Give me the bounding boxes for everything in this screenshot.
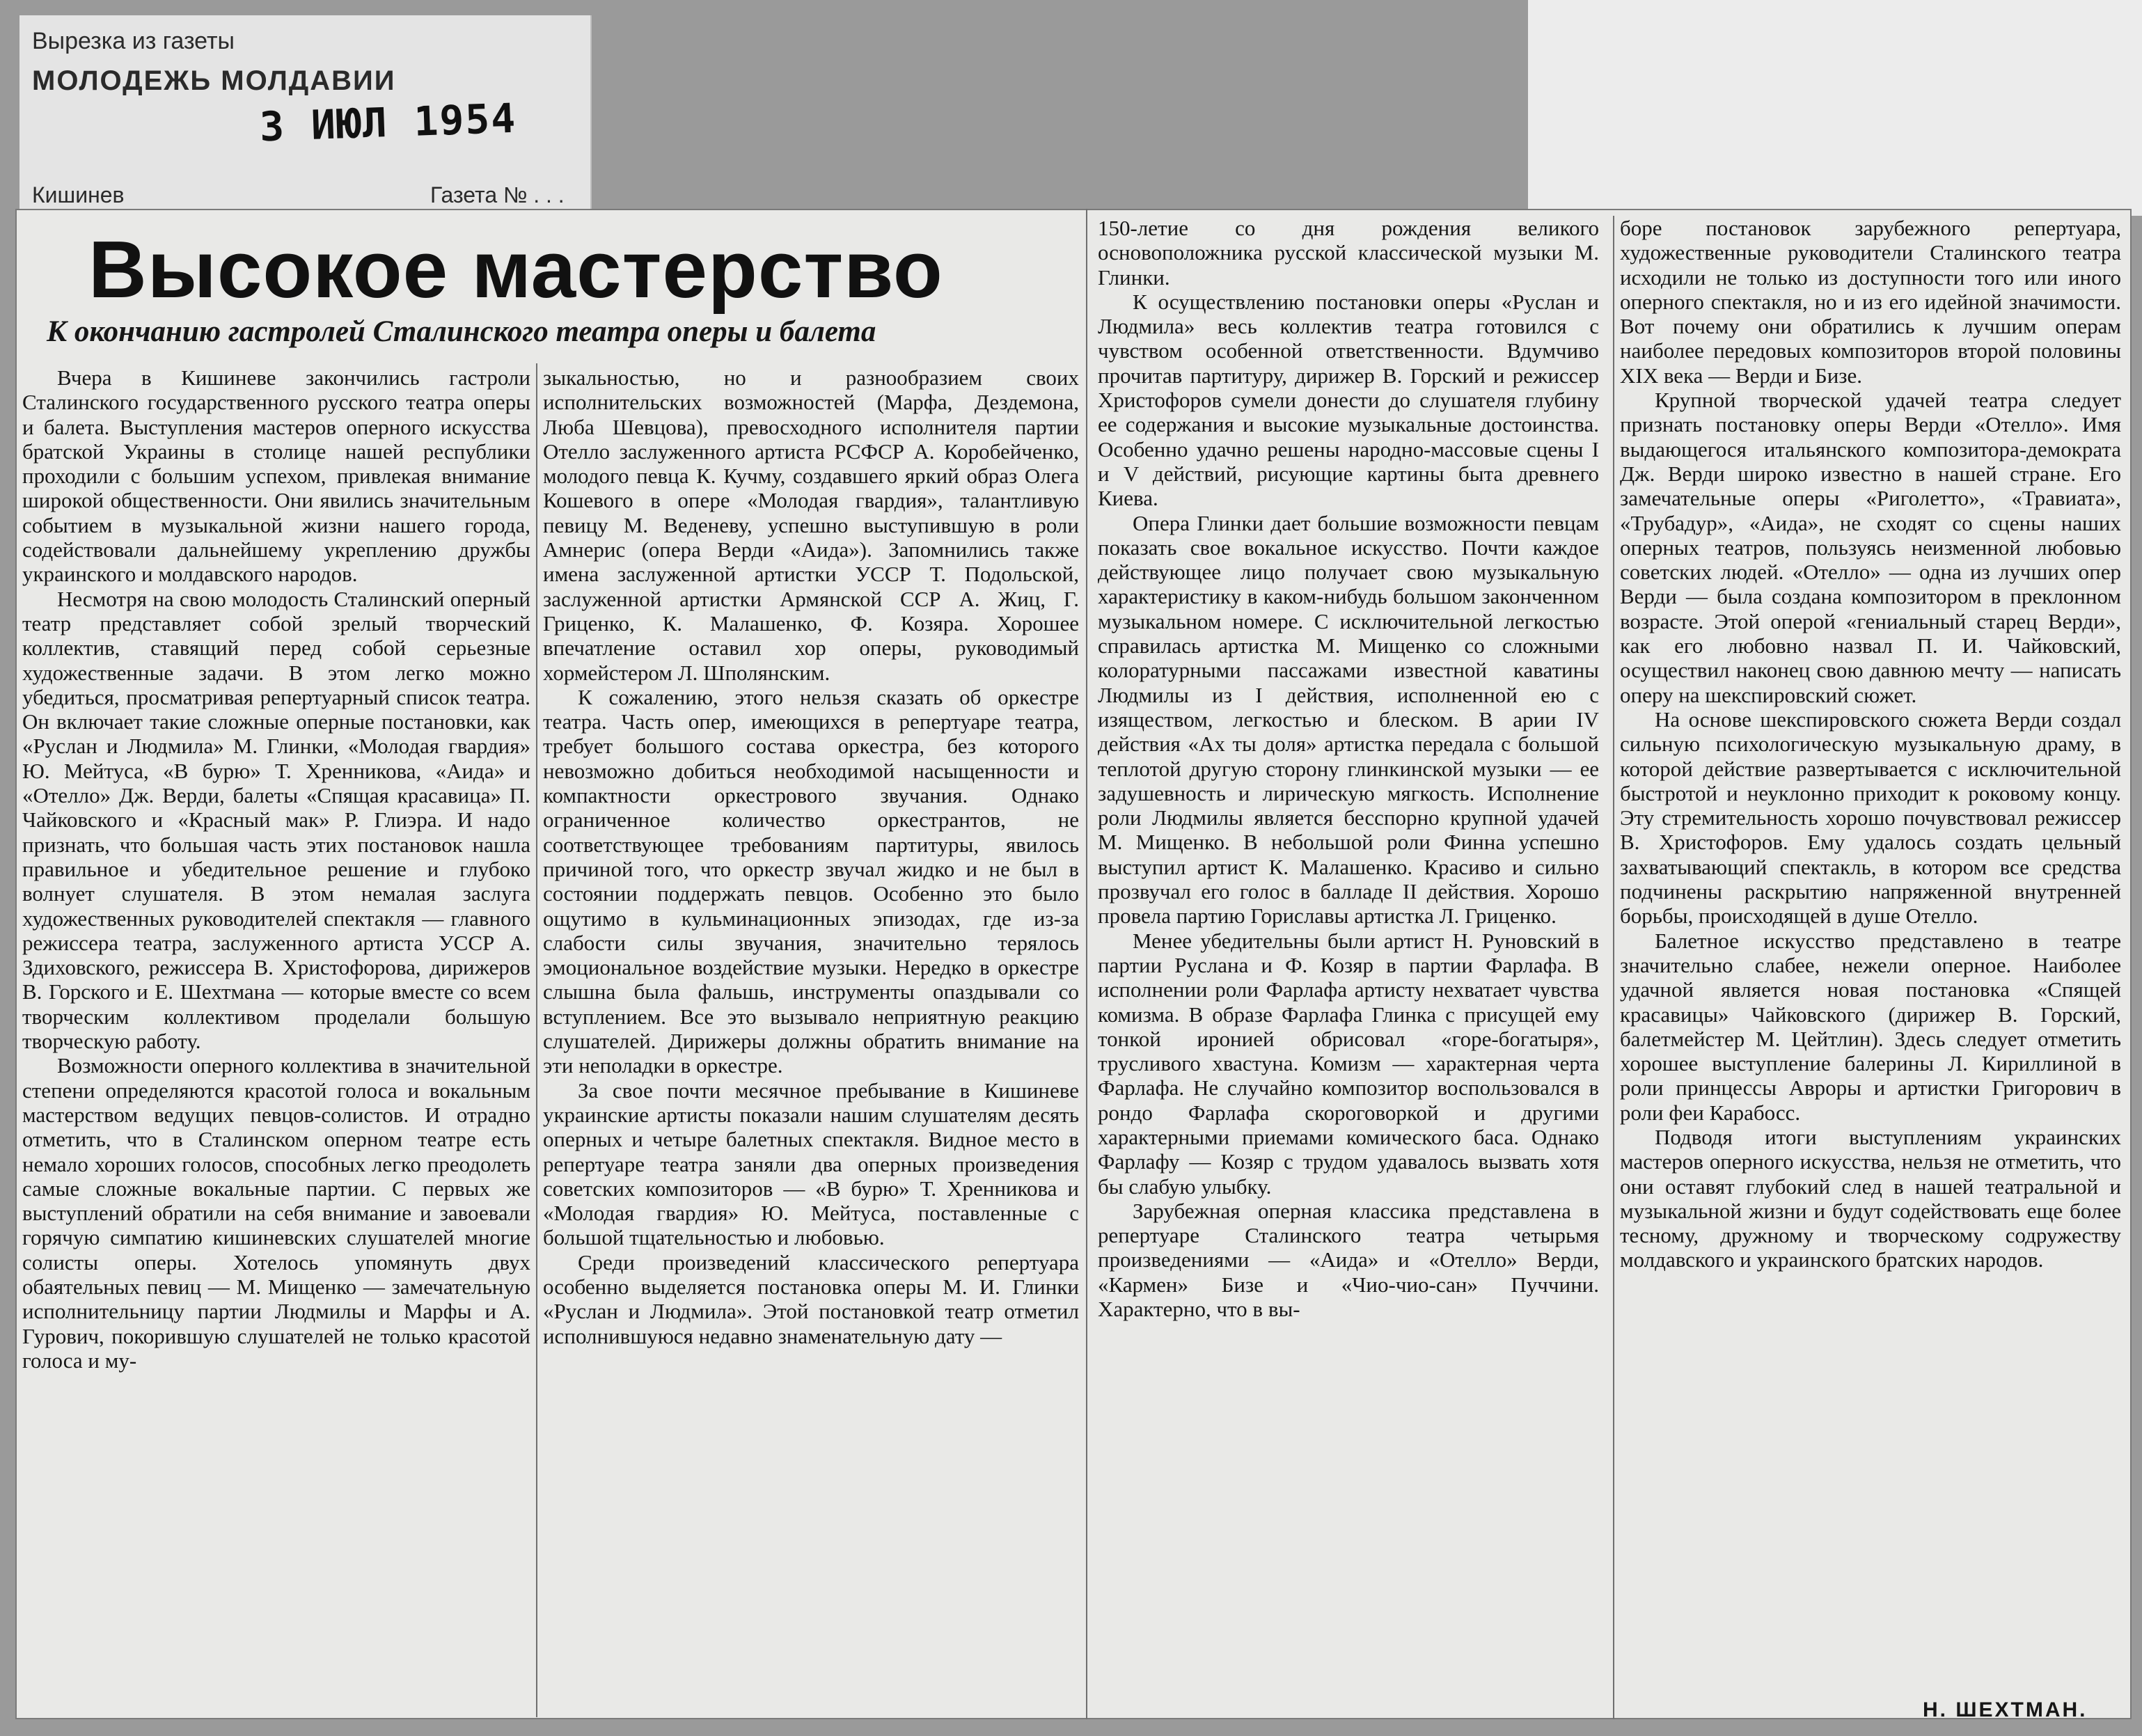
paragraph: зыкальностью, но и разнообразием своих исполнительских возможностей (Марфа, Дездемона, Люба Шевцова), превосходного исполнителя партии Отелло заслуженного артиста РСФСР А. Коробейченко, молодого певца К. Кучму, создавшего яркий образ Олега Кошевого в опере «Молодая гвардия», талантливую певицу М. Веденеву, успешно выступившую в роли Амнерис (опера Верди «Аида»). Запомнились также имена заслуженной артистки УССР Т. Подольской, заслуженной артистки Армянской ССР А. Жиц, Г. Гриценко, К. Малашенко, Ф. Козяра. Хорошее впечатление оставил хор оперы, руководимый хормейстером Л. Шполянским.	[543, 365, 1079, 685]
slip-city: Кишинев	[32, 182, 125, 207]
paragraph: Возможности оперного коллектива в значительной степени определяются красотой голоса и вокальным мастерством ведущих певцов-солистов. И отрадно отметить, что в Сталинском оперном театре есть немало хороших голосов, способных легко преодолеть самые сложные вокальные партии. С первых же выступлений обратили на себя внимание и завоевали горячую симпатию кишиневских слушателей многие солисты оперы. Хотелось упомянуть двух обаятельных певиц — М. Мищенко — замечательную исполнительницу партии Людмилы и Марфы и А. Гурович, покорившую слушателей не только красотой голоса и му-	[22, 1053, 530, 1373]
paragraph: Менее убедительны были артист Н. Руновский в партии Руслана и Ф. Козяр в партии Фарлафа. В исполнении роли Фарлафа артисту нехватает чувства комизма. В образе Фарлафа Глинка с присущей ему тонкой иронией обрисовал «горе-богатыря», трусливого хвастуна. Комизм — характерная черта Фарлафа. Не случайно композитор воспользовался в рондо Фарлафа скороговоркой и другими характерными приемами комического баса. Однако Фарлафу — Козяр с трудом удавалось вызвать хотя бы слабую улыбку.	[1098, 928, 1599, 1199]
slip-number: Газета № . . .	[430, 182, 565, 207]
paragraph: Вчера в Кишиневе закончились гастроли Сталинского государственного русского театра оперы и балета. Выступления мастеров оперного искусства братской Украины в столице нашей республики проходили с большим успехом, привлекая внимание широкой общественности. Они явились значительным событием в музыкальной жизни нашего города, содействовали дальнейшему укреплению дружбы украинского и молдавского народов.	[22, 365, 530, 587]
paragraph: Несмотря на свою молодость Сталинский оперный театр представляет собой зрелый творческий коллектив, ставящий перед собой серьезные художественные задачи. В этом легко можно убедиться, просматривая репертуарный список театра. Он включает такие сложные оперные постановки, как «Руслан и Людмила» М. Глинки, «Молодая гвардия» Ю. Мейтуса, «В бурю» Т. Хренникова, «Аида» и «Отелло» Дж. Верди, балеты «Спящая красавица» П. Чайковского и «Красный мак» Р. Глиэра. И надо признать, что большая часть этих постановок нашла правильное и убедительное решение и глубоко волнует слушателя. В этом немалая заслуга художественных руководителей спектакля — главного режиссера театра, заслуженного артиста УССР А. Здиховского, режиссера В. Христофорова, дирижеров В. Горского и Е. Шехтмана — которые вместе со всем творческим коллективом проделали большую творческую работу.	[22, 586, 530, 1054]
paragraph: На основе шекспировского сюжета Верди создал сильную психологическую музыкальную драму, в которой действие развертывается с исключительной быстротой и неуклонно приходит к роковому концу. Эту стремительность хорошо почувствовал режиссер В. Христофоров. Ему удалось создать цельный захватывающий спектакль, в котором все средства подчинены раскрытию напряженной внутренней борьбы, происходящей в душе Отелло.	[1620, 707, 2121, 929]
column-divider	[536, 363, 537, 1717]
slip-newspaper-name: МОЛОДЕЖЬ МОЛДАВИИ	[32, 65, 396, 96]
paragraph: Подводя итоги выступлениям украинских мастеров оперного искусства, нельзя не отметить, что они оставят глубокий след в нашей театральной и музыкальной жизни и будут содействовать еще более тесному, дружному и творческому содружеству молдавского и украинского братских народов.	[1620, 1124, 2121, 1272]
paragraph: Опера Глинки дает большие возможности певцам показать свое вокальное искусство. Почти каждое действующее лицо получает свою музыкальную характеристику в каком-нибудь большом законченном музыкальном номере. С исключительной легкостью справилась артистка М. Мищенко со сложными колоратурными пассажами известной каватины Людмилы из I действия, исполненной ею с изяществом, легкостью и блеском. В арии IV действия «Ах ты доля» артистка передала с большой теплотой другую сторону глинкинской музыки — ее задушевность и лирическую мягкость. Исполнение роли Людмилы является бесспорно крупной удачей М. Мищенко. В небольшой роли Финна успешно выступил артист К. Малашенко. Красиво и сильно прозвучал его голос в балладе II действия. Хорошо провела партию Гориславы артистка Л. Гриценко.	[1098, 510, 1599, 929]
column-divider	[1086, 209, 1087, 1719]
article-title: Высокое мастерство	[88, 224, 943, 315]
article-column-3	[1098, 216, 1599, 1712]
article-column-2	[543, 365, 1079, 1719]
paragraph: боре постановок зарубежного репертуара, художественные руководители Сталинского театра исходили не только из доступности того или иного оперного спектакля, но и из его идейной значимости. Вот почему они обратились к лучшим операм наиболее передовых композиторов второй половины XIX века — Верди и Бизе.	[1620, 216, 2121, 388]
date-stamp: 3 ИЮЛ 1954	[258, 94, 518, 151]
background-strip	[1528, 0, 2142, 216]
paragraph: К осуществлению постановки оперы «Руслан и Людмила» весь коллектив театра готовился с чувством особенной ответственности. Вдумчиво прочитав партитуру, дирижер В. Горский и режиссер Христофоров сумели донести до слушателя глубину ее содержания и высокие музыкальные достоинства. Особенно удачно решены народно-массовые сцены I и V действий, рисующие картины быта древнего Киева.	[1098, 289, 1599, 511]
article-subtitle: К окончанию гастролей Сталинского театра оперы и балета	[47, 315, 876, 348]
author-signature: Н. ШЕХТМАН.	[1923, 1698, 2088, 1721]
article-column-1	[22, 365, 530, 1719]
paragraph: К сожалению, этого нельзя сказать об оркестре театра. Часть опер, имеющихся в репертуаре театра, требует большого состава оркестра, без которого невозможно добиться необходимой насыщенности и компактности оркестрового звучания. Однако ограниченное количество оркестрантов, не соответствующее требованиям партитуры, явилось причиной того, что оркестр звучал жидко и не был в состоянии поддержать певцов. Особенно это было ощутимо в кульминационных эпизодах, где из-за слабости силы звучания, значительно терялось эмоциональное воздействие музыки. Нередко в оркестре слышна была фальшь, инструменты опаздывали со вступлением. Все это вызывало неприятную реакцию слушателей. Дирижеры должны обратить внимание на эти неполадки в оркестре.	[543, 684, 1079, 1078]
paragraph: Зарубежная оперная классика представлена в репертуаре Сталинского театра четырьмя произведениями — «Аида» и «Отелло» Верди, «Кармен» Бизе и «Чио-чио-сан» Пуччини. Характерно, что в вы-	[1098, 1198, 1599, 1322]
article-column-4	[1620, 216, 2121, 1684]
article-left-part	[15, 209, 1087, 1719]
paragraph: За свое почти месячное пребывание в Кишиневе украинские артисты показали нашим слушателям десять оперных и четыре балетных спектакля. Видное место в репертуаре театра заняли два оперных произведения советских композиторов — «В бурю» Т. Хренникова и «Молодая гвардия» Ю. Мейтуса, поставленные с большой тщательностью и любовью.	[543, 1078, 1079, 1250]
paragraph: Среди произведений классического репертуара особенно выделяется постановка оперы М. И. Глинки «Руслан и Людмила». Этой постановкой театр отметил исполнившуюся недавно знаменательную дату —	[543, 1249, 1079, 1348]
paragraph: Балетное искусство представлено в театре значительно слабее, нежели оперное. Наиболее удачной является новая постановка «Спящей красавицы» Чайковского (дирижер В. Горский, балетмейстер М. Цейтлин). Здесь следует отметить хорошее выступление балерины Л. Кириллиной в роли принцессы Авроры и артистки Григорович в роли феи Карабосс.	[1620, 928, 2121, 1125]
newspaper-clipping	[15, 209, 2132, 1719]
article-right-part	[1091, 216, 2128, 1719]
clipping-label-slip	[19, 15, 592, 210]
column-divider	[1613, 216, 1614, 1719]
paragraph: Крупной творческой удачей театра следует признать постановку оперы Верди «Отелло». Имя выдающегося итальянского композитора-демократа Дж. Верди широко известно в нашей стране. Его замечательные оперы «Риголетто», «Травиата», «Трубадур», «Аида», не сходят со сцены наших оперных театров, пользуясь неизменной любовью советских людей. «Отелло» — одна из лучших опер Верди — была создана композитором в преклонном возрасте. Этой оперой «гениальный старец Верди», как его любовно назвал П. И. Чайковский, осуществил наконец свою давнюю мечту — написать оперу на шекспировский сюжет.	[1620, 388, 2121, 707]
paragraph: 150-летие со дня рождения великого основоположника русской классической музыки М. Глинки.	[1098, 216, 1599, 290]
slip-title: Вырезка из газеты	[32, 28, 235, 54]
